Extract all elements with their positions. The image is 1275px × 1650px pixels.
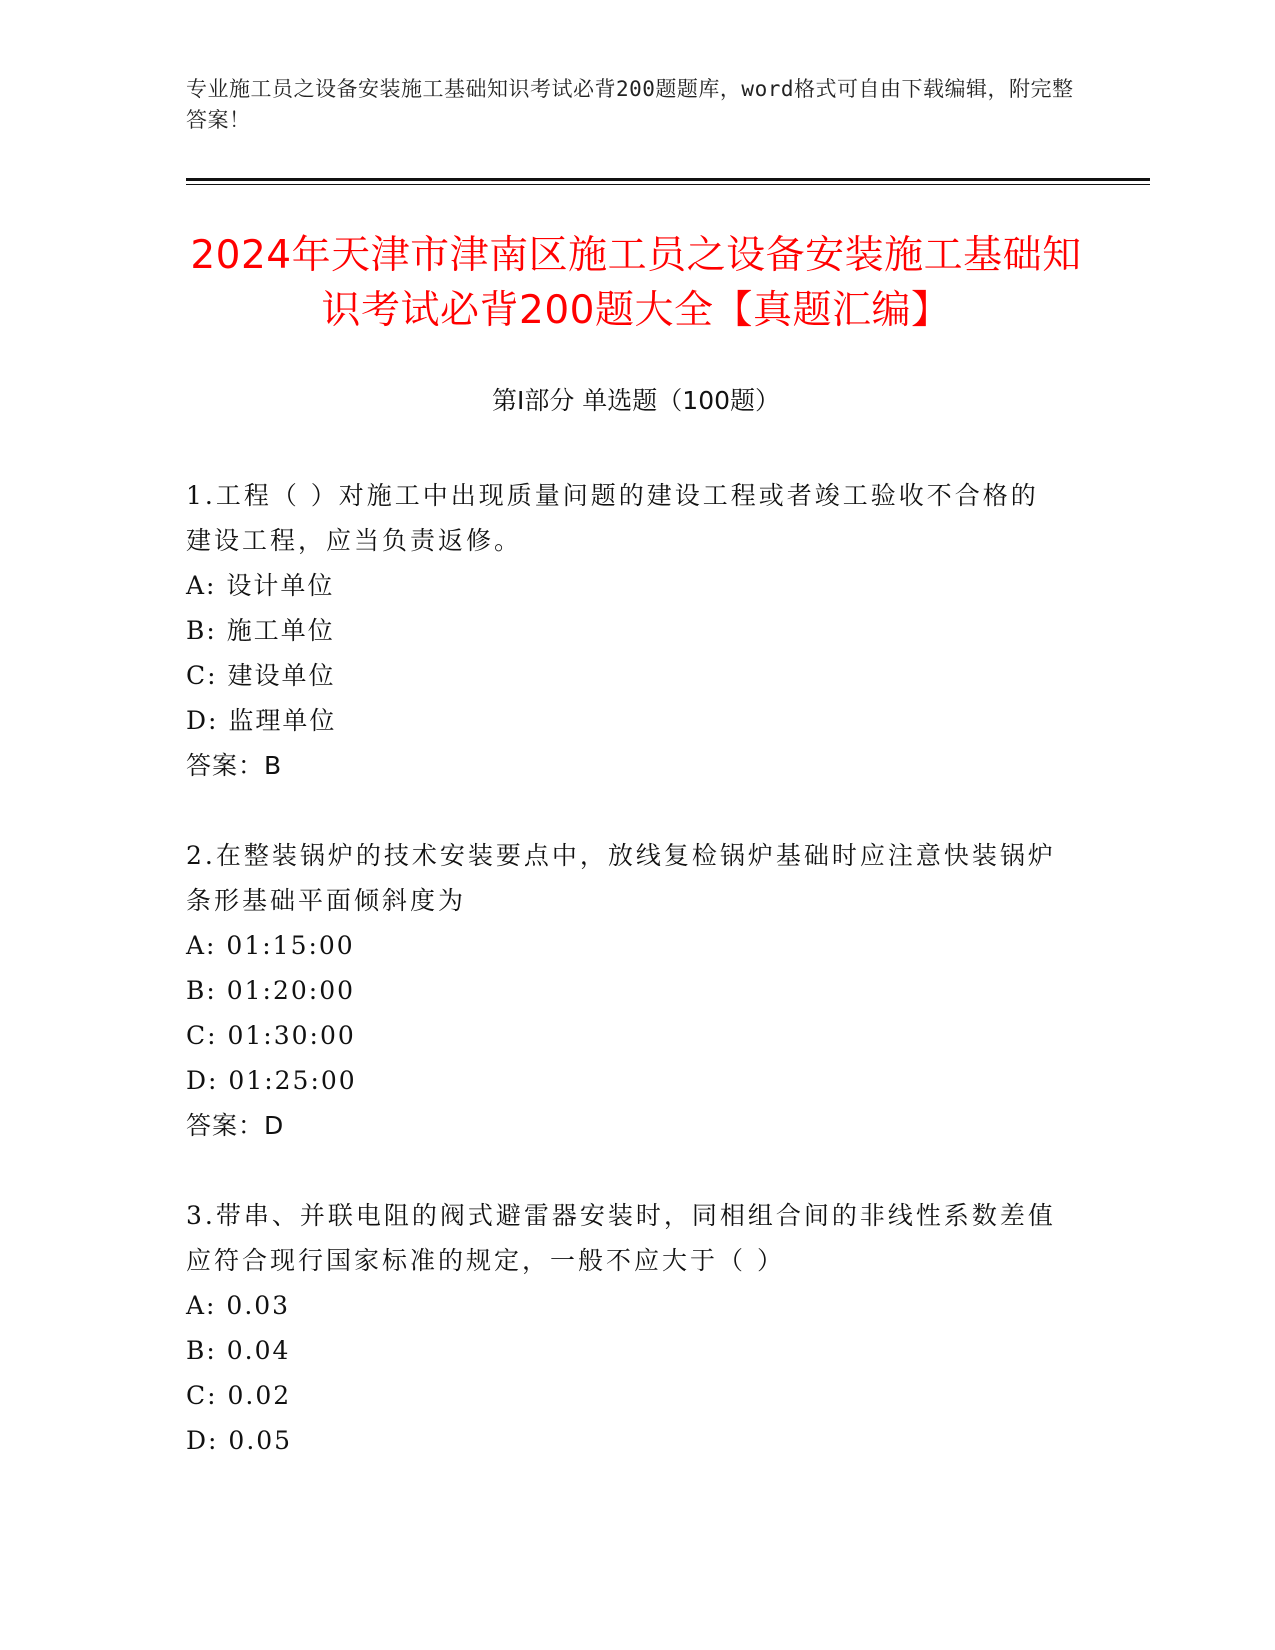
- option-c: C: 建设单位: [186, 661, 336, 690]
- question-1: [186, 473, 1066, 788]
- option-d: D: 监理单位: [186, 706, 337, 735]
- section-heading: 第Ⅰ部分 单选题（100题）: [491, 386, 781, 415]
- option-a: A: 设计单位: [186, 571, 335, 600]
- option-b: B: 施工单位: [186, 616, 335, 645]
- question-3: [186, 1193, 1066, 1463]
- option-b: B: 0.04: [186, 1336, 291, 1365]
- option-a: A: 0.03: [186, 1291, 291, 1320]
- header-note: 专业施工员之设备安装施工基础知识考试必背200题题库，word格式可自由下载编辑，附完整答案！: [186, 77, 1074, 132]
- option-d: D: 01:25:00: [186, 1066, 357, 1095]
- header-divider-thin: [186, 184, 1150, 185]
- answer: 答案：B: [186, 751, 283, 780]
- question-stem: 3.带串、并联电阻的阀式避雷器安装时，同相组合间的非线性系数差值应符合现行国家标准的规定，一般不应大于（ ）: [186, 1201, 1056, 1275]
- question-stem: 2.在整装锅炉的技术安装要点中，放线复检锅炉基础时应注意快装锅炉条形基础平面倾斜度为: [186, 841, 1056, 915]
- answer: 答案：D: [186, 1111, 285, 1140]
- option-c: C: 0.02: [186, 1381, 292, 1410]
- option-b: B: 01:20:00: [186, 976, 356, 1005]
- question-2: [186, 833, 1066, 1148]
- question-list: [186, 473, 1066, 1508]
- option-c: C: 01:30:00: [186, 1021, 356, 1050]
- document-title: 2024年天津市津南区施工员之设备安装施工基础知识考试必背200题大全【真题汇编】: [190, 233, 1082, 333]
- option-d: D: 0.05: [186, 1426, 293, 1455]
- question-stem: 1.工程（ ）对施工中出现质量问题的建设工程或者竣工验收不合格的建设工程，应当负责返修。: [186, 481, 1039, 555]
- option-a: A: 01:15:00: [186, 931, 355, 960]
- header-divider-thick: [186, 178, 1150, 181]
